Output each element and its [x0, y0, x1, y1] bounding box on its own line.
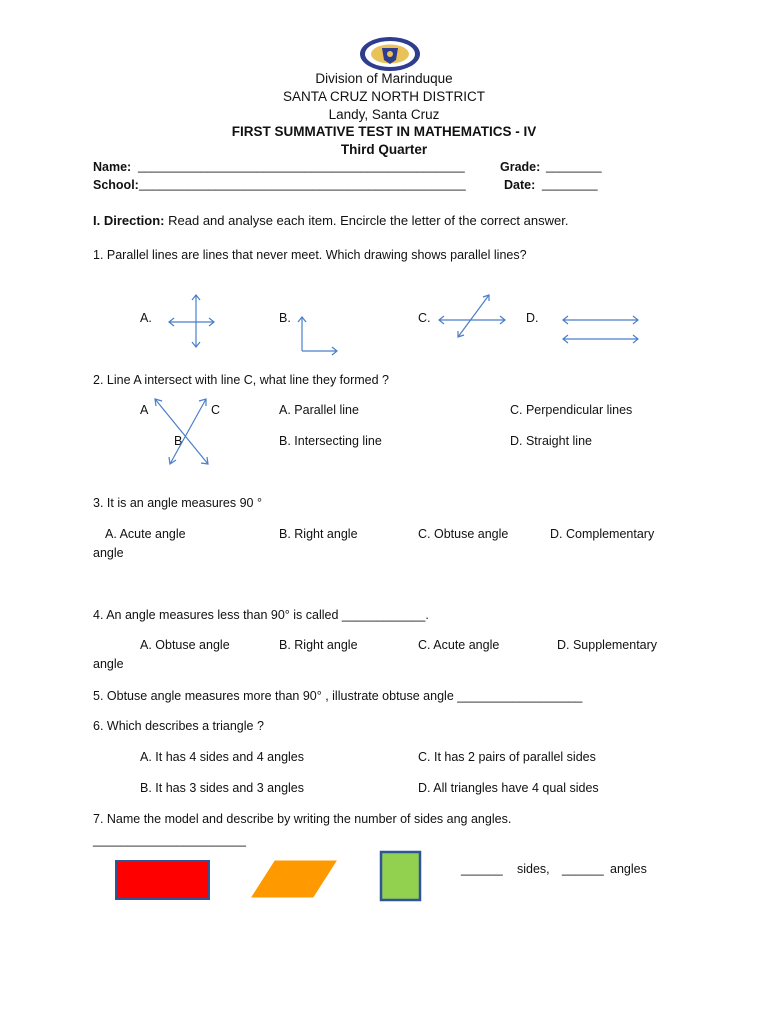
q6-option-a[interactable]: A. It has 4 sides and 4 angles [140, 750, 304, 764]
q7-name-blank[interactable]: ______________________ [93, 833, 246, 847]
orange-parallelogram-shape [252, 861, 336, 897]
q3-option-c[interactable]: C. Obtuse angle [418, 527, 509, 541]
question-2-text: 2. Line A intersect with line C, what line they formed ? [93, 373, 389, 387]
direction-label: I. Direction: [93, 213, 165, 228]
q2-line-label-c: C [211, 403, 221, 417]
q1-figure-c-intersecting-arrows [436, 292, 508, 340]
q2-intersecting-lines-figure [150, 396, 214, 468]
question-7-text: 7. Name the model and describe by writing the number of sides ang angles. [93, 812, 512, 826]
q2-option-a[interactable]: A. Parallel line [279, 403, 359, 417]
date-label: Date: [504, 178, 536, 192]
q1-option-a[interactable]: A. [140, 311, 152, 325]
q1-figure-d-parallel-arrows [560, 312, 642, 346]
grade-label: Grade: [500, 160, 541, 174]
q2-line-label-b: B [174, 434, 183, 448]
q1-option-c[interactable]: C. [418, 311, 431, 325]
q1-figure-a-crossed-arrows [166, 292, 216, 350]
q1-option-d[interactable]: D. [526, 311, 539, 325]
q3-option-d-wrap: angle [93, 546, 124, 560]
q6-option-d[interactable]: D. All triangles have 4 qual sides [418, 781, 599, 795]
question-1-text: 1. Parallel lines are lines that never meet. Which drawing shows parallel lines? [93, 248, 527, 262]
q3-option-a[interactable]: A. Acute angle [105, 527, 186, 541]
q3-option-b[interactable]: B. Right angle [279, 527, 358, 541]
name-blank[interactable]: _______________________________________________ [138, 159, 465, 173]
q1-option-b[interactable]: B. [279, 311, 291, 325]
q7-shapes-figure [110, 850, 430, 906]
question-3-text: 3. It is an angle measures 90 ° [93, 496, 262, 510]
test-title: FIRST SUMMATIVE TEST IN MATHEMATICS - IV [231, 124, 537, 139]
q7-angles-label: angles [610, 862, 647, 876]
red-rectangle-shape [116, 861, 209, 899]
grade-blank[interactable]: ________ [546, 159, 602, 173]
q7-angles-blank[interactable]: ______ [562, 862, 604, 876]
name-label: Name: [93, 160, 132, 174]
district-line: SANTA CRUZ NORTH DISTRICT [282, 89, 485, 104]
q2-option-c[interactable]: C. Perpendicular lines [510, 403, 633, 417]
q4-option-a[interactable]: A. Obtuse angle [140, 638, 230, 652]
q4-option-d-wrap: angle [93, 657, 124, 671]
q1-figure-b-right-angle-arrows [295, 314, 340, 358]
q7-sides-blank[interactable]: ______ [461, 862, 503, 876]
q4-option-d[interactable]: D. Supplementary [557, 638, 658, 652]
school-label: School: [93, 178, 139, 192]
quarter-subtitle: Third Quarter [340, 142, 428, 157]
direction-text: Read and analyse each item. Encircle the letter of the correct answer. [168, 213, 569, 228]
question-6-text: 6. Which describes a triangle ? [93, 719, 264, 733]
q7-sides-label: sides, [517, 862, 550, 876]
q2-option-d[interactable]: D. Straight line [510, 434, 592, 448]
green-square-shape [381, 852, 420, 900]
q2-option-b[interactable]: B. Intersecting line [279, 434, 382, 448]
q6-option-b[interactable]: B. It has 3 sides and 3 angles [140, 781, 304, 795]
q6-option-c[interactable]: C. It has 2 pairs of parallel sides [418, 750, 596, 764]
q2-line-label-a: A [140, 403, 149, 417]
q4-option-b[interactable]: B. Right angle [279, 638, 358, 652]
division-line: Division of Marinduque [315, 71, 453, 86]
deped-seal-logo [358, 36, 422, 72]
school-blank[interactable]: _______________________________________________ [139, 177, 466, 191]
question-5-text: 5. Obtuse angle measures more than 90° , illustrate obtuse angle __________________ [93, 689, 583, 703]
q3-option-d[interactable]: D. Complementary [550, 527, 655, 541]
direction [93, 213, 568, 228]
q4-option-c[interactable]: C. Acute angle [418, 638, 500, 652]
question-4-text: 4. An angle measures less than 90° is called ____________. [93, 608, 429, 622]
location-line: Landy, Santa Cruz [328, 107, 440, 122]
date-blank[interactable]: ________ [542, 177, 598, 191]
